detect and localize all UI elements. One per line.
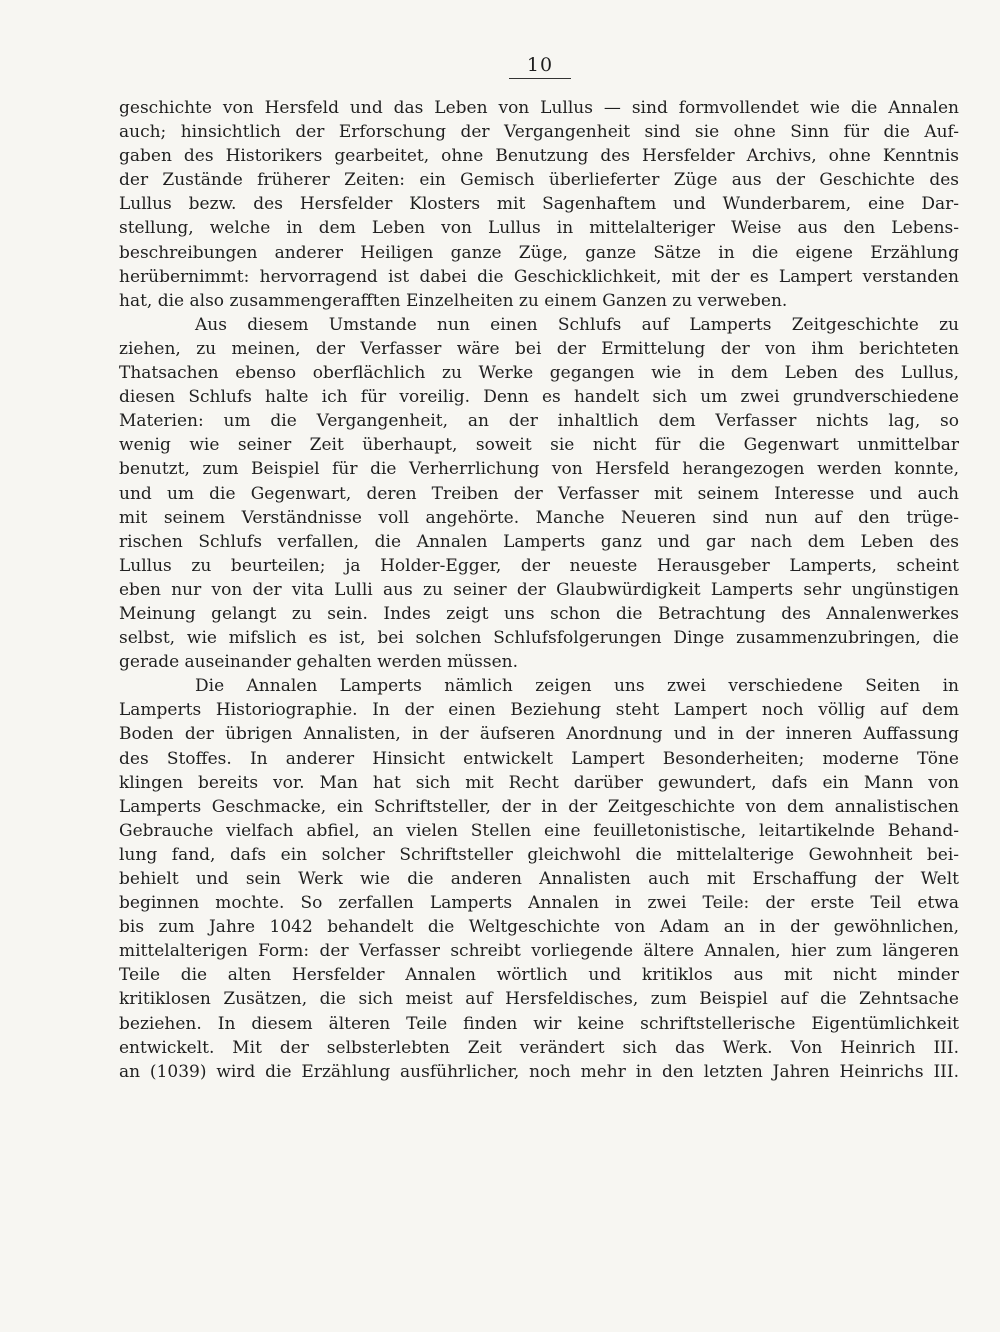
text-line: gaben des Historikers gearbeitet, ohne Benutzung des Hersfelder Archivs, ohne Kenntnis: [119, 146, 959, 167]
text-line: bis zum Jahre 1042 behandelt die Weltgeschichte von Adam an in der gewöhnlichen,: [119, 917, 959, 938]
text-line: geschichte von Hersfeld und das Leben von Lullus — sind formvollendet wie die Annalen: [119, 98, 959, 118]
text-line: Teile die alten Hersfelder Annalen wörtlich und kritiklos aus mit nicht minder: [119, 965, 959, 986]
text-line: kritiklosen Zusätzen, die sich meist auf Hersfeldisches, zum Beispiel auf die Zehntsache: [119, 989, 959, 1010]
text-line: beziehen. In diesem älteren Teile finden wir keine schriftstellerische Eigentümlichkeit: [119, 1013, 959, 1034]
text-line: herübernimmt: hervorragend ist dabei die Geschicklichkeit, mit der es Lampert verstanden: [119, 266, 959, 287]
text-line: behielt und sein Werk wie die anderen Annalisten auch mit Erschaffung der Welt: [119, 869, 959, 889]
text-line: hat, die also zusammengerafften Einzelheiten zu einem Ganzen zu verweben.: [119, 290, 788, 311]
text-line: und um die Gegenwart, deren Treiben der Verfasser mit seinem Interesse und auch: [119, 483, 959, 504]
text-line: auch; hinsichtlich der Erforschung der Vergangenheit sind sie ohne Sinn für die Auf-: [119, 122, 959, 143]
paragraph-2: [119, 313, 959, 674]
text-line: ziehen, zu meinen, der Verfasser wäre bei der Ermittelung der von ihm berichteten: [119, 338, 959, 359]
text-line: der Zustände früherer Zeiten: ein Gemisch überlieferter Züge aus der Geschichte des: [119, 170, 959, 191]
text-line: entwickelt. Mit der selbsterlebten Zeit verändert sich das Werk. Von Heinrich III.: [119, 1037, 959, 1058]
page-number: [0, 54, 1000, 79]
text-line: beginnen mochte. So zerfallen Lamperts Annalen in zwei Teile: der erste Teil etwa: [119, 893, 959, 914]
text-line: stellung, welche in dem Leben von Lullus in mittelalteriger Weise aus den Lebens-: [119, 218, 959, 239]
text-line: Meinung gelangt zu sein. Indes zeigt uns schon die Betrachtung des Annalenwerkes: [119, 603, 959, 624]
paragraph-3: [119, 674, 959, 1084]
text-line: Gebrauche vielfach abfiel, an vielen Stellen eine feuilletonistische, leitartikelnde Behand-: [119, 820, 959, 841]
text-line: gerade auseinander gehalten werden müssen.: [119, 652, 519, 673]
text-line: wenig wie seiner Zeit überhaupt, soweit sie nicht für die Gegenwart unmittelbar: [119, 435, 959, 456]
text-line: Lamperts Geschmacke, ein Schriftsteller, der in der Zeitgeschichte von dem annalistischen: [119, 796, 959, 817]
text-line: diesen Schlufs halte ich für voreilig. Denn es handelt sich um zwei grundverschiedene: [119, 387, 959, 408]
text-line: des Stoffes. In anderer Hinsicht entwickelt Lampert Besonderheiten; moderne Töne: [119, 748, 959, 769]
body-text: [119, 96, 959, 1084]
text-line: Lullus bezw. des Hersfelder Klosters mit Sagenhaftem und Wunderbarem, eine Dar-: [119, 194, 959, 215]
text-line: Boden der übrigen Annalisten, in der äufseren Anordnung und in der inneren Auffassung: [119, 724, 959, 745]
text-line: mit seinem Verständnisse voll angehörte. Manche Neueren sind nun auf den trüge-: [119, 507, 959, 528]
text-line: Die Annalen Lamperts nämlich zeigen uns zwei verschiedene Seiten in: [195, 676, 959, 697]
text-line: selbst, wie mifslich es ist, bei solchen Schlufsfolgerungen Dinge zusammenzubringen, die: [119, 628, 959, 649]
text-line: rischen Schlufs verfallen, die Annalen Lamperts ganz und gar nach dem Leben des: [119, 531, 959, 552]
text-line: beschreibungen anderer Heiligen ganze Züge, ganze Sätze in die eigene Erzählung: [119, 242, 959, 263]
text-line: an (1039) wird die Erzählung ausführlicher, noch mehr in den letzten Jahren Heinrichs III.: [119, 1061, 959, 1082]
text-line: Thatsachen ebenso oberflächlich zu Werke gegangen wie in dem Leben des Lullus,: [119, 363, 959, 384]
text-line: klingen bereits vor. Man hat sich mit Recht darüber gewundert, dafs ein Mann von: [119, 772, 959, 793]
text-line: mittelalterigen Form: der Verfasser schreibt vorliegende ältere Annalen, hier zum längeren: [119, 941, 959, 962]
paragraph-1: [119, 96, 959, 313]
text-line: Materien: um die Vergangenheit, an der inhaltlich dem Verfasser nichts lag, so: [119, 411, 959, 432]
text-line: eben nur von der vita Lulli aus zu seiner der Glaubwürdigkeit Lamperts sehr ungünstigen: [119, 579, 959, 600]
text-line: Lullus zu beurteilen; ja Holder-Egger, der neueste Herausgeber Lamperts, scheint: [119, 555, 959, 576]
text-line: benutzt, zum Beispiel für die Verherrlichung von Hersfeld herangezogen werden konnte,: [119, 459, 959, 480]
text-line: Lamperts Historiographie. In der einen Beziehung steht Lampert noch völlig auf dem: [119, 700, 959, 721]
text-line: Aus diesem Umstande nun einen Schlufs auf Lamperts Zeitgeschichte zu: [195, 314, 959, 335]
text-line: lung fand, dafs ein solcher Schriftsteller gleichwohl die mittelalterige Gewohnheit bei-: [119, 844, 959, 865]
page-number-text: 10: [509, 54, 571, 79]
